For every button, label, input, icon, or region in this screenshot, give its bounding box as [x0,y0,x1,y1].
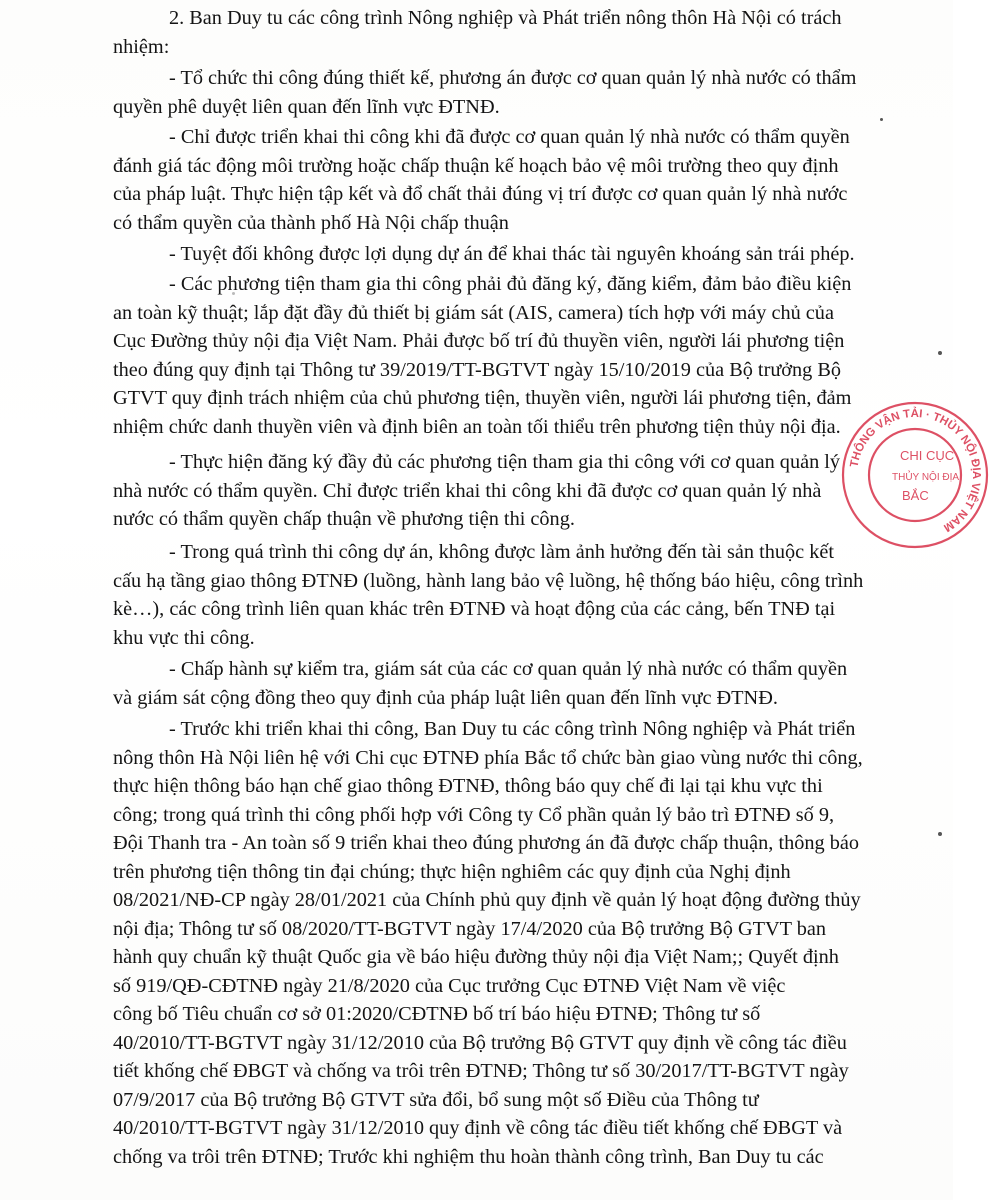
text-line: nhiệm chức danh thuyền viên và định biên an toàn tối thiểu trên phương tiện thủy nội địa. [113,415,841,438]
text-line: Đội Thanh tra - An toàn số 9 triển khai theo đúng phương án đã được chấp thuận, thông báo [113,832,859,854]
text-line: và giám sát cộng đồng theo quy định của pháp luật liên quan đến lĩnh vực ĐTNĐ. [113,686,778,709]
scan-speck [938,832,942,836]
text-line: - Tổ chức thi công đúng thiết kế, phương án được cơ quan quản lý nhà nước có thẩm [169,67,857,89]
text-line: hành quy chuẩn kỹ thuật Quốc gia về báo hiệu đường thủy nội địa Việt Nam;; Quyết định [113,946,839,968]
text-line: tiết khống chế ĐBGT và chống va trôi trên ĐTNĐ; Thông tư số 30/2017/TT-BGTVT ngày [113,1060,849,1082]
text-line: trên phương tiện thông tin đại chúng; thực hiện nghiêm các quy định của Nghị định [113,860,791,883]
scan-speck [938,351,942,355]
text-line: khu vực thi công. [113,626,255,649]
official-stamp-seal [840,400,990,550]
text-line: - Chấp hành sự kiểm tra, giám sát của các cơ quan quản lý nhà nước có thẩm quyền [169,658,848,680]
paragraph-6 [113,448,895,534]
text-line: công bố Tiêu chuẩn cơ sở 01:2020/CĐTNĐ bố trí báo hiệu ĐTNĐ; Thông tư số [113,1003,761,1025]
text-line: kè…), các công trình liên quan khác trên ĐTNĐ và hoạt động của các cảng, bến TNĐ tại [113,598,836,620]
scan-speck [880,118,883,121]
text-line: cấu hạ tầng giao thông ĐTNĐ (luồng, hành lang bảo vệ luồng, hệ thống báo hiệu, công trình [113,569,864,592]
text-line: chống va trôi trên ĐTNĐ; Trước khi nghiệm thu hoàn thành công trình, Ban Duy tu các [113,1145,824,1168]
text-line: 40/2010/TT-BGTVT ngày 31/12/2010 quy định về công tác điều tiết khống chế ĐBGT và [113,1117,843,1139]
text-line: nhà nước có thẩm quyền. Chỉ được triển khai thi công khi đã được cơ quan quản lý nhà [113,479,822,502]
paragraph-5 [113,270,895,441]
text-line: - Thực hiện đăng ký đầy đủ các phương tiện tham gia thi công với cơ quan quản lý [169,451,841,473]
text-line: theo đúng quy định tại Thông tư 39/2019/TT-BGTVT ngày 15/10/2019 của Bộ trưởng Bộ [113,358,842,381]
paragraph-8 [113,655,895,712]
text-line: an toàn kỹ thuật; lắp đặt đầy đủ thiết bị giám sát (AIS, camera) tích hợp với máy chủ của [113,301,834,324]
svg-text:THỦY NỘI ĐỊA: THỦY NỘI ĐỊA [892,472,960,483]
text-line: - Các phương tiện tham gia thi công phải đủ đăng ký, đăng kiểm, đảm bảo điều kiện [169,273,852,295]
paragraph-2 [113,64,895,121]
text-line: nội địa; Thông tư số 08/2020/TT-BGTVT ngày 17/4/2020 của Bộ trưởng Bộ GTVT ban [113,917,827,940]
svg-text:BẮC: BẮC [902,488,929,503]
paragraph-3 [113,123,895,237]
text-line: đánh giá tác động môi trường hoặc chấp thuận kế hoạch bảo vệ môi trường theo quy định [113,154,839,177]
text-line: 08/2021/NĐ-CP ngày 28/01/2021 của Chính phủ quy định về quản lý hoạt động đường thủy [113,889,861,911]
text-line: thực hiện thông báo hạn chế giao thông ĐTNĐ, thông báo quy chế đi lại tại khu vực thi [113,775,823,797]
text-line: của pháp luật. Thực hiện tập kết và đổ chất thải đúng vị trí được cơ quan quản lý nhà nước [113,183,848,205]
text-line: công; trong quá trình thi công phối hợp với Công ty Cổ phần quản lý bảo trì ĐTNĐ số 9, [113,803,835,826]
text-line: nước có thẩm quyền chấp thuận về phương tiện thi công. [113,508,575,530]
text-line: có thẩm quyền của thành phố Hà Nội chấp thuận [113,211,509,234]
text-line: số 919/QĐ-CĐTNĐ ngày 21/8/2020 của Cục trưởng Cục ĐTNĐ Việt Nam về việc [113,974,786,997]
text-line: - Trước khi triển khai thi công, Ban Duy tu các công trình Nông nghiệp và Phát triển [169,718,856,740]
scan-speck [232,292,235,295]
svg-text:CHI CỤC: CHI CỤC [900,448,955,463]
svg-text:THÔNG VẬN TẢI · THỦY NỘI ĐỊA V: THÔNG VẬN TẢI · THỦY NỘI ĐỊA VIỆT NAM [848,407,983,534]
text-line: 2. Ban Duy tu các công trình Nông nghiệp và Phát triển nông thôn Hà Nội có trách [169,7,842,29]
text-line: nông thôn Hà Nội liên hệ với Chi cục ĐTNĐ phía Bắc tổ chức bàn giao vùng nước thi công, [113,746,863,769]
paragraph-4 [113,240,895,269]
text-line: nhiệm: [113,35,170,58]
text-line: GTVT quy định trách nhiệm của chủ phương tiện, thuyền viên, người lái phương tiện, đảm [113,387,852,409]
paragraph-1 [113,4,895,61]
paragraph-9 [113,715,895,1171]
text-line: - Trong quá trình thi công dự án, không được làm ảnh hưởng đến tài sản thuộc kết [169,541,835,563]
text-line: 07/9/2017 của Bộ trưởng Bộ GTVT sửa đổi, bổ sung một số Điều của Thông tư [113,1088,759,1111]
paragraph-7 [113,538,895,652]
text-line: - Chỉ được triển khai thi công khi đã được cơ quan quản lý nhà nước có thẩm quyền [169,126,850,148]
text-line: Cục Đường thủy nội địa Việt Nam. Phải được bố trí đủ thuyền viên, người lái phương tiện [113,330,845,352]
text-line: - Tuyệt đối không được lợi dụng dự án để khai thác tài nguyên khoáng sản trái phép. [169,243,855,265]
text-line: 40/2010/TT-BGTVT ngày 31/12/2010 của Bộ trưởng Bộ GTVT quy định về công tác điều [113,1031,847,1054]
text-line: quyền phê duyệt liên quan đến lĩnh vực ĐTNĐ. [113,95,500,118]
